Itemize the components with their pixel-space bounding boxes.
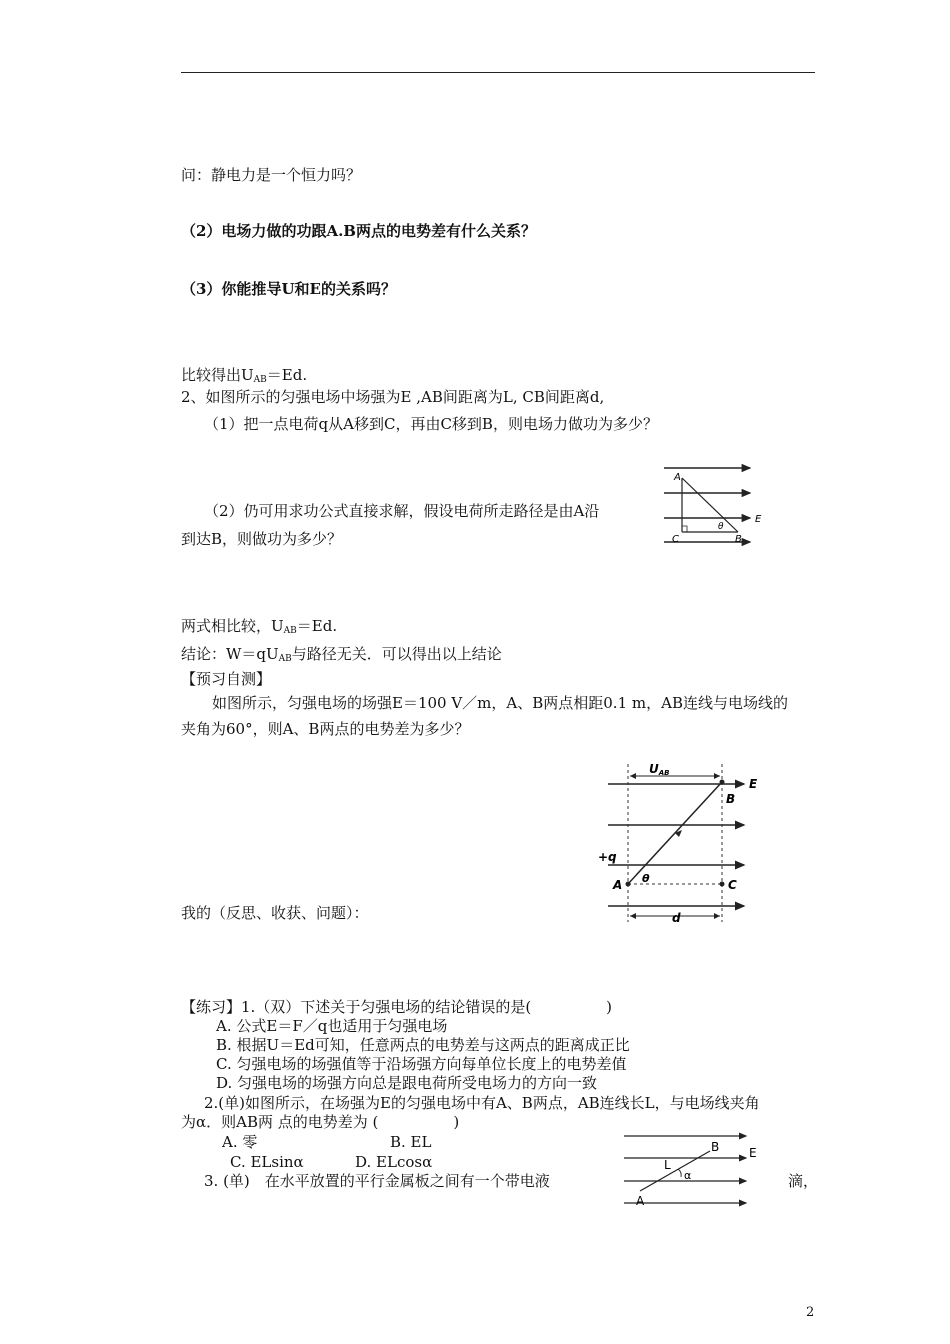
label-alpha: α bbox=[684, 1169, 692, 1182]
comparison-2: 两式相比较，$U_{AB}=Ed$. bbox=[181, 617, 338, 636]
field-figure-1 bbox=[658, 460, 770, 552]
question-2: （2）电场力做的功跟A.B两点的电势差有什么关系？ bbox=[181, 222, 536, 240]
question-3: （3）你能推导U和E的关系吗？ bbox=[181, 280, 396, 298]
label-a: A bbox=[674, 472, 681, 483]
label-l: L bbox=[664, 1158, 671, 1172]
right-angle-mark bbox=[682, 526, 687, 532]
item-2-part-2a: （2）仍可用求功公式直接求解，假设电荷所走路径是由A沿 bbox=[204, 502, 600, 520]
practice-3-tail: 滴， bbox=[788, 1172, 819, 1190]
label-b: B bbox=[711, 1140, 720, 1154]
label-a: A bbox=[636, 1194, 645, 1208]
practice-option-b: B. 根据U＝Ed可知，任意两点的电势差与这两点的距离成正比 bbox=[216, 1036, 630, 1054]
practice-3-line: 3. (单) 在水平放置的平行金属板之间有一个带电液 bbox=[204, 1172, 550, 1190]
practice-option-d: D. 匀强电场的场强方向总是跟电荷所受电场力的方向一致 bbox=[216, 1074, 598, 1092]
comparison-1: 比较得出$U_{AB}=Ed$. bbox=[181, 366, 308, 385]
label-b: B bbox=[735, 534, 742, 545]
point-a bbox=[626, 882, 631, 887]
label-c: C bbox=[672, 534, 679, 545]
point-c bbox=[720, 882, 725, 887]
label-e: E bbox=[749, 777, 758, 791]
practice-2-option-d: D. ELcosα bbox=[355, 1153, 433, 1171]
label-c: C bbox=[728, 878, 737, 892]
practice-heading: 【练习】1.（双）下述关于匀强电场的结论错误的是( ) bbox=[181, 998, 613, 1016]
practice-2-option-a: A. 零 bbox=[222, 1133, 258, 1151]
conclusion: 结论：$W=qU_{AB}$与路径无关．可以得出以上结论 bbox=[181, 645, 502, 664]
label-a: A bbox=[613, 878, 623, 892]
label-d: d bbox=[672, 911, 681, 925]
item-2-part-1: （1）把一点电荷q从A移到C，再由C移到B，则电场力做功为多少？ bbox=[204, 415, 658, 433]
label-charge: +q bbox=[598, 850, 617, 864]
label-theta: θ bbox=[718, 522, 724, 532]
angle-arc bbox=[678, 1169, 681, 1177]
practice-option-a: A. 公式E＝F／q也适用于匀强电场 bbox=[216, 1017, 448, 1035]
field-figure-3 bbox=[618, 1127, 768, 1217]
practice-2-line-2: 为α．则AB两 点的电势差为 ( ) bbox=[181, 1113, 460, 1131]
field-figure-2 bbox=[592, 760, 767, 925]
reflection: 我的（反思、收获、问题）： bbox=[181, 904, 369, 922]
preview-heading: 【预习自测】 bbox=[181, 670, 272, 688]
label-uab: UAB bbox=[649, 762, 670, 777]
practice-2-line-1: 2.(单)如图所示，在场强为E的匀强电场中有A、B两点，AB连线长L，与电场线夹角 bbox=[204, 1094, 760, 1112]
practice-2-option-b: B. EL bbox=[390, 1133, 432, 1151]
item-2-part-2b: 到达B，则做功为多少？ bbox=[181, 530, 343, 548]
ab-segment bbox=[682, 478, 738, 532]
header-rule bbox=[181, 72, 815, 73]
label-e: E bbox=[749, 1146, 757, 1160]
label-b: B bbox=[726, 792, 736, 806]
preview-question-line-1: 如图所示，匀强电场的场强E＝100 V／m，A、B两点相距0.1 m，AB连线与电场线的 bbox=[212, 694, 788, 712]
item-2: 2、如图所示的匀强电场中场强为E ,AB间距离为L, CB间距离d, bbox=[181, 388, 605, 406]
preview-question-line-2: 夹角为60°，则A、B两点的电势差为多少？ bbox=[181, 720, 470, 738]
label-theta: θ bbox=[642, 872, 650, 885]
label-e: E bbox=[755, 514, 762, 525]
page-number: 2 bbox=[806, 1305, 815, 1320]
point-b bbox=[720, 780, 725, 785]
practice-2-option-c: C. ELsinα bbox=[230, 1153, 304, 1171]
ab-segment bbox=[640, 1151, 710, 1191]
practice-option-c: C. 匀强电场的场强值等于沿场强方向每单位长度上的电势差值 bbox=[216, 1055, 627, 1073]
static-force-question: 问：静电力是一个恒力吗？ bbox=[181, 166, 362, 184]
